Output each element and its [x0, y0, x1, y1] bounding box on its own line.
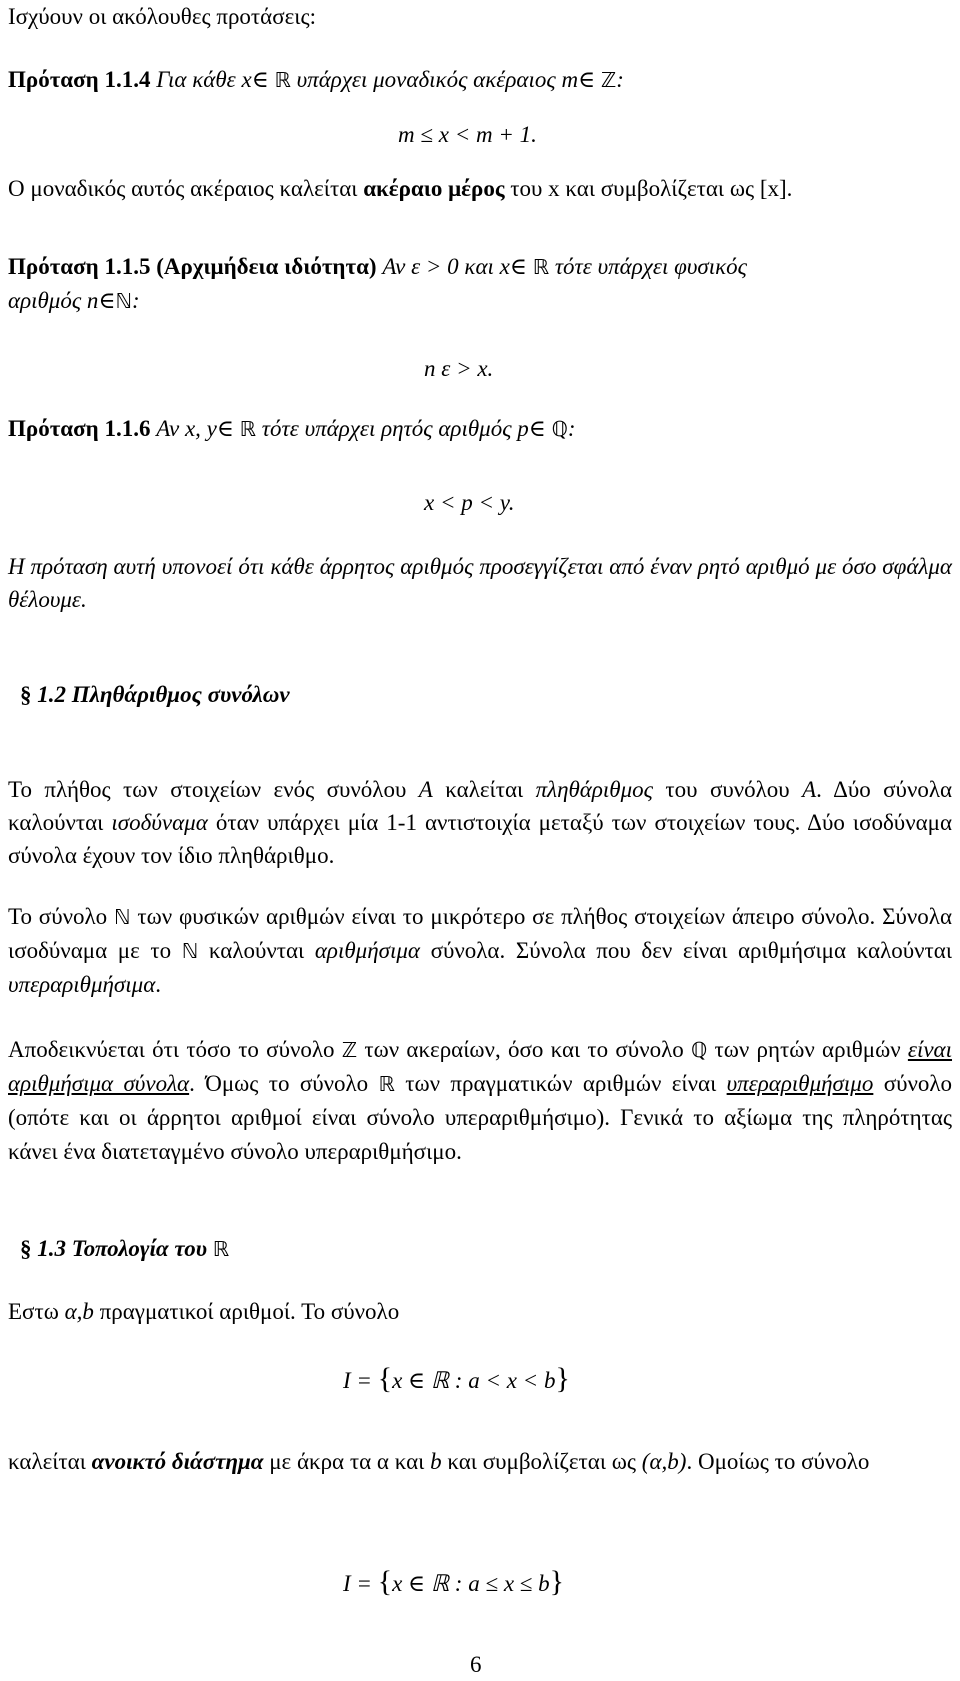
left-brace: { — [377, 1362, 393, 1395]
set-N-symbol: ℕ — [113, 905, 131, 929]
formula-open-interval — [343, 1362, 570, 1397]
prop-1-1-5-text-a: Αν ε > 0 και x — [382, 254, 510, 279]
density-remark — [8, 550, 952, 616]
p1-text-d: . Δύο σύνολα καλούνται — [8, 777, 953, 835]
set-R-symbol: ℝ — [239, 417, 257, 441]
set-R-symbol: ℝ — [378, 1072, 395, 1096]
var-b: b — [430, 1449, 442, 1474]
formula-closed-interval — [343, 1565, 564, 1600]
p2-text-b: με άκρα τα α και — [269, 1449, 425, 1474]
intro-line — [8, 0, 952, 33]
term-equivalent: ισοδύναμα — [111, 810, 208, 835]
integer-part-term: ακέραιο μέρος — [363, 176, 505, 201]
formula-archimedean: n ε > x. — [424, 356, 494, 381]
density-remark-text: Η πρόταση αυτή υπονοεί ότι κάθε άρρητος αριθμός προσεγγίζεται από έναν ρητό αριθμό με όσο σφάλμα θέλουμε. — [8, 554, 952, 612]
set-N-symbol: ℕ — [181, 939, 199, 963]
p1-text-c: του συνόλου — [665, 777, 790, 802]
colon: : — [567, 416, 576, 441]
vars-a-b: α,b — [64, 1299, 94, 1324]
prop-1-1-6-text-b: τότε υπάρχει ρητός αριθμός p — [261, 416, 529, 441]
p2-text-c: και συμβολίζεται ως — [447, 1449, 637, 1474]
prop-1-1-5-name: (Αρχιμήδεια ιδιότητα) — [156, 254, 377, 279]
p2-text-b: των φυσικών αριθμών είναι το μικρότερο σε πλήθος στοιχείων άπειρο σύνολο. Σύνολα ισοδύναμα με το — [8, 904, 952, 963]
set-A: Α — [418, 777, 433, 802]
section-1-3-heading — [20, 1232, 952, 1266]
proposition-1-1-6 — [8, 412, 952, 446]
real-uncountable-paragraph — [8, 1033, 952, 1169]
p2-text-d: σύνολα. Σύνολα που δεν είναι αριθμήσιμα καλούνται — [430, 938, 953, 963]
term-open-interval: ανοικτό διάστημα — [91, 1449, 264, 1474]
section-1-3-title: 1.3 Τοπολογία του — [37, 1236, 207, 1261]
formula-density: x < p < y. — [424, 490, 515, 515]
element-of-symbol: ∈ — [509, 254, 527, 279]
p3-text-f: σύνολο (οπότε και οι άρρητοι αριθμοί είναι σύνολο υπεραριθμήσιμο). Γενικά το αξίωμα της πληρότητας κάνει ένα διατεταγμένο σύνολο υπεραριθμήσιμο. — [8, 1071, 953, 1164]
section-1-2-heading — [20, 678, 952, 711]
section-symbol: § — [20, 682, 32, 707]
p3-text-b: των ακεραίων, όσο και το σύνολο — [364, 1037, 684, 1062]
p2-text-a: καλείται — [8, 1449, 86, 1474]
right-brace: } — [555, 1362, 570, 1395]
element-of-symbol: ∈ — [216, 416, 234, 441]
countable-paragraph — [8, 900, 952, 1001]
open-interval-paragraph — [8, 1445, 952, 1478]
p2-text-d: . Ομοίως το σύνολο — [686, 1449, 870, 1474]
term-countable: αριθμήσιμα — [314, 938, 420, 963]
proposition-1-1-5 — [8, 250, 952, 318]
integer-part-text-b: του x και συμβολίζεται ως [x]. — [510, 176, 793, 201]
underlined-uncountable: υπεραριθμήσιμο — [726, 1071, 874, 1096]
set-R-symbol: ℝ — [274, 68, 291, 92]
element-of-symbol: ∈ — [528, 416, 546, 441]
element-of-symbol: ∈ — [578, 67, 596, 92]
prop-1-1-5-label: Πρόταση 1.1.5 — [8, 254, 151, 279]
var-m: m — [561, 67, 579, 92]
prop-1-1-4-label: Πρόταση 1.1.4 — [8, 67, 151, 92]
p1-text-e: όταν υπάρχει μία 1-1 αντιστοιχία μεταξύ των στοιχείων τους. Δύο ισοδύναμα σύνολα έχουν τον ίδιο πληθάριθμο. — [8, 810, 953, 868]
integer-part-definition — [8, 172, 952, 205]
p1-text-a: Εστω — [8, 1299, 59, 1324]
set-A: Α — [802, 777, 817, 802]
prop-1-1-4-text-b: υπάρχει μοναδικός ακέραιος — [296, 67, 556, 92]
let-a-b-line — [8, 1295, 952, 1328]
prop-1-1-5-text-b: τότε υπάρχει φυσικός — [554, 254, 748, 279]
underlined-countable-sets: είναι αριθμήσιμα σύνολα — [8, 1037, 953, 1096]
p1-text-b: καλείται — [445, 777, 524, 802]
section-symbol: § — [20, 1236, 32, 1261]
p3-text-a: Αποδεικνύεται ότι τόσο το σύνολο — [8, 1037, 335, 1062]
colon: : — [132, 288, 140, 313]
cardinality-paragraph — [8, 773, 952, 872]
prop-1-1-5-text-c: αριθμός n — [8, 288, 99, 313]
formula-body: x ∈ ℝ : a ≤ x ≤ b — [392, 1571, 550, 1596]
integer-part-text-a: Ο μοναδικός αυτός ακέραιος καλείται — [8, 176, 358, 201]
interval-notation: (α,b) — [641, 1449, 687, 1474]
proposition-1-1-4 — [8, 63, 952, 97]
formula-integer-part: m ≤ x < m + 1. — [398, 122, 537, 147]
p2-text-c: καλούνται — [208, 938, 305, 963]
set-Q-symbol: ℚ — [690, 1038, 708, 1062]
term-cardinality: πληθάριθμος — [535, 777, 653, 802]
set-Z-symbol: ℤ — [600, 68, 617, 92]
element-of-symbol: ∈ — [98, 288, 116, 313]
p3-text-d: . Όμως το σύνολο — [189, 1071, 369, 1096]
prop-1-1-6-text-a: Αν x, y — [156, 416, 217, 441]
section-1-2-title: 1.2 Πληθάριθμος συνόλων — [37, 682, 290, 707]
p3-text-c: των ρητών αριθμών — [714, 1037, 901, 1062]
intro-text: Ισχύουν οι ακόλουθες προτάσεις: — [8, 4, 316, 29]
set-Z-symbol: ℤ — [341, 1038, 358, 1062]
prop-1-1-4-text-a: Για κάθε — [156, 67, 236, 92]
var-x: x — [241, 67, 252, 92]
set-R-symbol: ℝ — [212, 1237, 230, 1261]
page-number: 6 — [470, 1652, 482, 1677]
p1-text-b: πραγματικοί αριθμοί. Το σύνολο — [99, 1299, 400, 1324]
p2-text-a: Το σύνολο — [8, 904, 108, 929]
left-brace: { — [377, 1565, 393, 1598]
p2-text-e: . — [155, 972, 162, 997]
right-brace: } — [549, 1565, 565, 1598]
set-R-symbol: ℝ — [532, 255, 550, 279]
prop-1-1-6-label: Πρόταση 1.1.6 — [8, 416, 151, 441]
set-N-symbol: ℕ — [115, 289, 133, 313]
element-of-symbol: ∈ — [251, 67, 269, 92]
colon: : — [616, 67, 624, 92]
formula-body: x ∈ ℝ : a < x < b — [392, 1368, 556, 1393]
set-Q-symbol: ℚ — [551, 417, 568, 441]
p1-text-a: Το πλήθος των στοιχείων ενός συνόλου — [8, 777, 407, 802]
formula-lhs: I = — [343, 1571, 372, 1596]
formula-lhs: I = — [343, 1368, 372, 1393]
p3-text-e: των πραγματικών αριθμών είναι — [405, 1071, 717, 1096]
term-uncountable: υπεραριθμήσιμα — [8, 972, 156, 997]
